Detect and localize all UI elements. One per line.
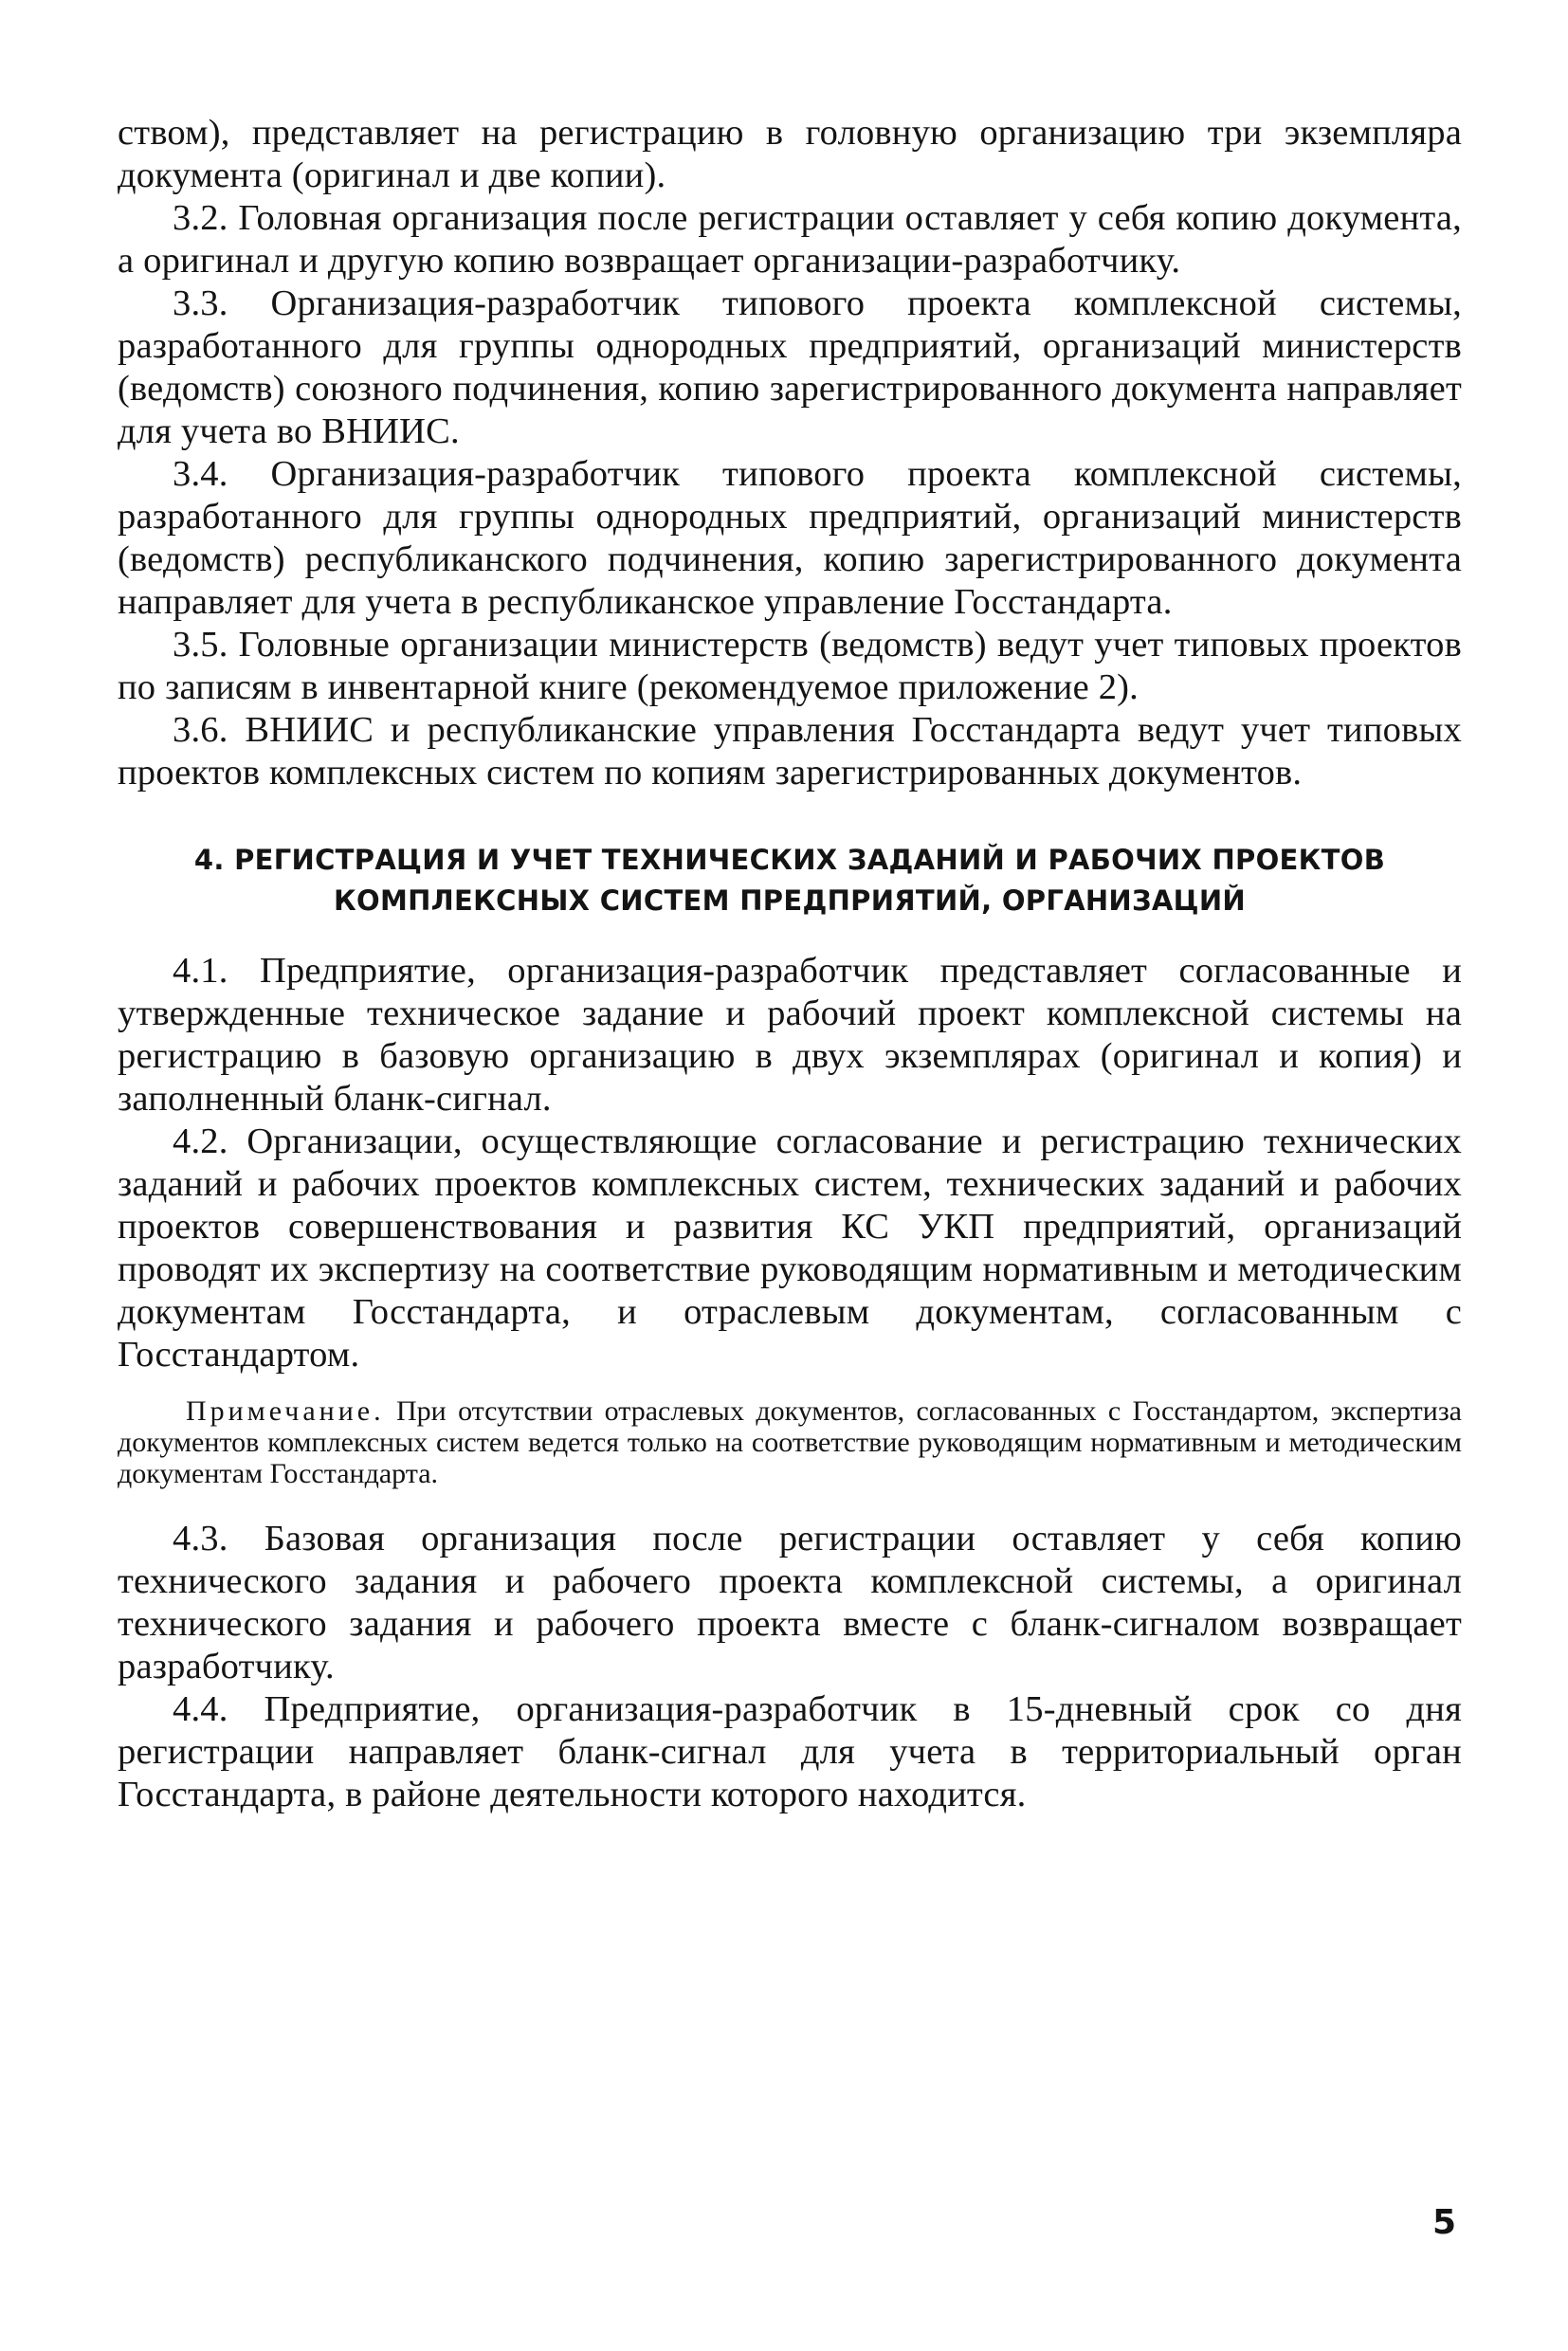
- page-number: 5: [1431, 2203, 1456, 2242]
- document-page: [118, 112, 1462, 1816]
- paragraph-3-2: 3.2. Головная организация после регистрации оставляет у себя копию документа, а оригинал и другую копию возвращает организации-разработчику.: [118, 198, 1462, 281]
- paragraph-3-5: 3.5. Головные организации министерств (ведомств) ведут учет типовых проектов по записям в инвентарной книге (рекомендуемое приложение 2).: [118, 625, 1462, 707]
- paragraph-3-1-continuation: ством), представляет на регистрацию в головную организацию три экземпляра документа (оригинал и две копии).: [118, 113, 1462, 195]
- section-4-heading-line-2: КОМПЛЕКСНЫХ СИСТЕМ ПРЕДПРИЯТИЙ, ОРГАНИЗАЦИЙ: [333, 884, 1246, 917]
- paragraph-4-4: 4.4. Предприятие, организация-разработчик в 15-дневный срок со дня регистрации направляет бланк-сигнал для учета в территориальный орган Госстандарта, в районе деятельности которого находится.: [118, 1689, 1462, 1814]
- paragraph-3-3: 3.3. Организация-разработчик типового проекта комплексной системы, разработанного для группы однородных предприятий, организаций министерств (ведомств) союзного подчинения, копию зарегистрированного документа направляет для учета во ВНИИС.: [118, 283, 1462, 451]
- paragraph-4-2: 4.2. Организации, осуществляющие согласование и регистрацию технических заданий и рабочих проектов комплексных систем, технических заданий и рабочих проектов совершенствования и развития КС УКП предприятий, организаций проводят их экспертизу на соответствие руководящим нормативным и методическим документам Госстандарта, и отраслевым документам, согласованным с Госстандартом.: [118, 1121, 1462, 1375]
- note: [118, 1395, 1462, 1489]
- note-text: При отсутствии отраслевых документов, согласованных с Госстандартом, экспертиза документов комплексных систем ведется только на соответствие руководящим нормативным и методическим документам Госстандарта.: [118, 1395, 1462, 1489]
- section-4-heading: [118, 840, 1462, 921]
- paragraph-4-3: 4.3. Базовая организация после регистрации оставляет у себя копию технического задания и рабочего проекта комплексной системы, а оригинал технического задания и рабочего проекта вместе с бланк-сигналом возвращает разработчику.: [118, 1519, 1462, 1686]
- paragraph-4-1: 4.1. Предприятие, организация-разработчик представляет согласованные и утвержденные техническое задание и рабочий проект комплексной системы на регистрацию в базовую организацию в двух экземплярах (оригинал и копия) и заполненный бланк-сигнал.: [118, 951, 1462, 1119]
- section-4-heading-line-1: 4. РЕГИСТРАЦИЯ И УЧЕТ ТЕХНИЧЕСКИХ ЗАДАНИЙ И РАБОЧИХ ПРОЕКТОВ: [193, 844, 1386, 876]
- paragraph-3-6: 3.6. ВНИИС и республиканские управления Госстандарта ведут учет типовых проектов комплексных систем по копиям зарегистрированных документов.: [118, 710, 1462, 793]
- note-label: Примечание.: [186, 1395, 385, 1427]
- paragraph-3-4: 3.4. Организация-разработчик типового проекта комплексной системы, разработанного для группы однородных предприятий, организаций министерств (ведомств) республиканского подчинения, копию зарегистрированного документа направляет для учета в республиканское управление Госстандарта.: [118, 454, 1462, 622]
